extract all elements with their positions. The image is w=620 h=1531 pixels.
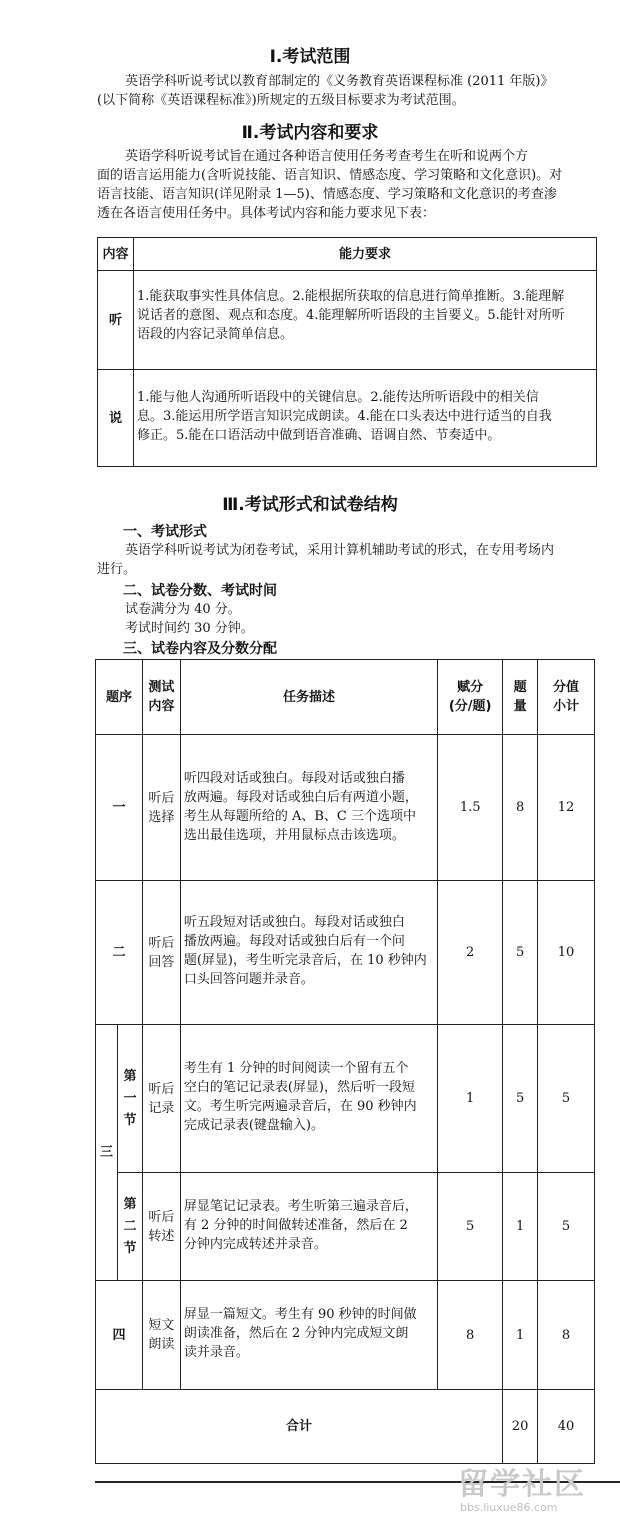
section-char: 二: [123, 1218, 137, 1234]
row-content-l1: 听后: [148, 935, 175, 951]
sub1-line2: 进行。: [97, 562, 137, 577]
ability-line: 说话者的意图、观点和态度。4.能理解所听语段的主旨要义。5.能针对所听: [137, 308, 565, 323]
row-subtotal: 5: [538, 1173, 595, 1281]
sub1-line1: 英语学科听说考试为闭卷考试，采用计算机辅助考试的形式，在专用考场内: [125, 543, 555, 558]
section1-para-line1: 英语学科听说考试以教育部制定的《义务教育英语课程标准 (2011 年版)》: [125, 74, 554, 89]
section-char: 节: [123, 1240, 137, 1256]
row-content: [142, 881, 180, 1025]
row-score: 1.5: [438, 735, 503, 881]
row-order: 三: [96, 1025, 118, 1281]
section-char: 一: [123, 1090, 137, 1106]
ability-row-text: [134, 370, 597, 467]
row-desc: [180, 1281, 437, 1390]
row-content-l2: 回答: [148, 954, 175, 970]
ability-table: [97, 237, 597, 467]
watermark-text: 留学社区: [458, 1467, 586, 1502]
desc-line: 有 2 分钟的时间做转述准备，然后在 2: [183, 1218, 408, 1233]
header-task: 任务描述: [180, 660, 437, 735]
section1-para-line2: (以下简称《英语课程标准》)所规定的五级目标要求为考试范围。: [97, 93, 465, 108]
watermark-logo: [452, 1455, 620, 1527]
desc-line: 朗读准备，然后在 2 分钟内完成短文朗: [183, 1326, 409, 1341]
desc-line: 空白的笔记记录表(屏显)，然后听一段短: [183, 1080, 416, 1095]
section-char: 节: [123, 1112, 137, 1128]
desc-line: 读并录音。: [183, 1345, 249, 1360]
header-content-l1: 测试: [148, 680, 175, 695]
ability-table-header-ability: 能力要求: [134, 238, 597, 271]
watermark-url: bbs.liuxue86.com: [460, 1501, 558, 1514]
sub2-line2: 考试时间约 30 分钟。: [125, 621, 254, 636]
section2-title: Ⅱ.考试内容和要求: [241, 123, 379, 143]
row-count: 1: [503, 1281, 538, 1390]
ability-row-speaking: [98, 370, 597, 467]
row-content: [142, 1281, 180, 1390]
table-row: [96, 1173, 595, 1281]
ability-line: 修正。5.能在口语活动中做到语音准确、语调自然、节奏适中。: [137, 428, 501, 443]
row-score: 8: [438, 1281, 503, 1390]
table-row: [96, 881, 595, 1025]
header-count-l1: 题: [513, 680, 527, 695]
section2-para-line1: 英语学科听说考试旨在通过各种语言使用任务考查考生在听和说两个方: [125, 149, 529, 164]
row-content-l2: 朗读: [148, 1337, 175, 1352]
ability-row-label: 说: [98, 370, 134, 467]
sub3-title: 三、试卷内容及分数分配: [123, 641, 277, 657]
row-score: 5: [438, 1173, 503, 1281]
row-order: 一: [96, 735, 143, 881]
header-count: [503, 660, 538, 735]
ability-line: 1.能获取事实性具体信息。2.能根据所获取的信息进行简单推断。3.能理解: [137, 289, 565, 304]
sub2-line1: 试卷满分为 40 分。: [125, 602, 241, 617]
row-content-l1: 听后: [148, 1081, 175, 1097]
header-subtotal-l1: 分值: [553, 680, 580, 695]
row-desc: [180, 735, 437, 881]
row-content-l2: 记录: [148, 1100, 175, 1116]
section-char: 第: [123, 1196, 137, 1212]
row-order: 四: [96, 1281, 143, 1390]
desc-line: 听五段短对话或独白。每段对话或独白: [183, 915, 405, 930]
score-table-header: [96, 660, 595, 735]
section2-para-line2: 面的语言运用能力(含听说技能、语言知识、情感态度、学习策略和文化意识)。对: [97, 168, 563, 183]
desc-line: 屏显一篇短文。考生有 90 秒钟的时间做: [183, 1307, 417, 1322]
row-content-l2: 选择: [148, 809, 175, 825]
ability-line: 息。3.能运用所学语言知识完成朗读。4.能在口头表达中进行适当的自我: [137, 409, 552, 424]
row-count: 1: [503, 1173, 538, 1281]
row-subtotal: 12: [538, 735, 595, 881]
table-row: [96, 1025, 595, 1173]
section-char: 第: [123, 1068, 137, 1084]
ability-line: 语段的内容记录简单信息。: [137, 327, 294, 342]
row-content: [142, 735, 180, 881]
desc-line: 考生从每题所给的 A、B、C 三个选项中: [183, 809, 417, 824]
total-row: [96, 1390, 595, 1464]
desc-line: 完成记录表(键盘输入)。: [183, 1118, 325, 1133]
ability-row-text: [134, 271, 597, 370]
desc-line: 放两遍。每段对话或独白后有两道小题，: [183, 790, 418, 805]
desc-line: 文。考生听完两遍录音后，在 90 秒钟内: [183, 1099, 417, 1114]
section2-para-line3: 语言技能、语言知识(详见附录 1—5)、情感态度、学习策略和文化意识的考查渗: [97, 187, 557, 202]
header-content: [142, 660, 180, 735]
row-count: 5: [503, 881, 538, 1025]
header-content-l2: 内容: [148, 699, 175, 714]
ability-line: 1.能与他人沟通所听语段中的关键信息。2.能传达所听语段中的相关信: [137, 390, 539, 405]
header-subtotal: [538, 660, 595, 735]
row-count: 5: [503, 1025, 538, 1173]
sub1-title: 一、考试形式: [123, 524, 207, 540]
ability-row-listening: [98, 271, 597, 370]
desc-line: 听四段对话或独白。每段对话或独白播: [183, 771, 405, 786]
header-score-l2: (分/题): [448, 699, 492, 714]
ability-table-header-content: 内容: [98, 238, 134, 271]
header-score-l1: 赋分: [457, 680, 484, 695]
row-count: 8: [503, 735, 538, 881]
section1-title: Ⅰ.考试范围: [269, 47, 351, 67]
desc-line: 分钟内完成转述并录音。: [183, 1237, 327, 1252]
header-score: [438, 660, 503, 735]
row-section: [117, 1173, 142, 1281]
row-content: [142, 1173, 180, 1281]
header-order: 题序: [96, 660, 143, 735]
row-score: 2: [438, 881, 503, 1025]
header-count-l2: 量: [513, 699, 527, 714]
total-subtotal: 40: [538, 1390, 595, 1464]
header-subtotal-l2: 小计: [553, 699, 580, 714]
row-desc: [180, 881, 437, 1025]
section3-title: Ⅲ.考试形式和试卷结构: [222, 495, 398, 515]
row-content-l1: 听后: [148, 790, 175, 806]
table-row: [96, 1281, 595, 1390]
total-label: 合计: [96, 1390, 503, 1464]
row-subtotal: 10: [538, 881, 595, 1025]
desc-line: 播放两遍。每段对话或独白后有一个问: [183, 934, 405, 949]
row-subtotal: 5: [538, 1025, 595, 1173]
desc-line: 口头回答问题并录音。: [183, 972, 314, 987]
ability-row-label: 听: [98, 271, 134, 370]
desc-line: 题(屏显)，考生听完录音后，在 10 秒钟内: [183, 953, 427, 968]
row-content-l1: 听后: [148, 1209, 175, 1225]
row-content-l1: 短文: [148, 1318, 175, 1333]
row-content-l2: 转述: [148, 1228, 175, 1244]
row-desc: [180, 1025, 437, 1173]
total-count: 20: [503, 1390, 538, 1464]
desc-line: 选出最佳选项，并用鼠标点击该选项。: [183, 828, 405, 843]
row-subtotal: 8: [538, 1281, 595, 1390]
row-desc: [180, 1173, 437, 1281]
sub2-title: 二、试卷分数、考试时间: [123, 583, 277, 599]
table-row: [96, 735, 595, 881]
row-score: 1: [438, 1025, 503, 1173]
score-table: [95, 659, 595, 1464]
row-section: [117, 1025, 142, 1173]
desc-line: 屏显笔记记录表。考生听第三遍录音后，: [183, 1199, 418, 1214]
section2-para-line4: 透在各语言使用任务中。具体考试内容和能力要求见下表：: [97, 206, 436, 221]
desc-line: 考生有 1 分钟的时间阅读一个留有五个: [183, 1061, 409, 1076]
row-order: 二: [96, 881, 143, 1025]
row-content: [142, 1025, 180, 1173]
